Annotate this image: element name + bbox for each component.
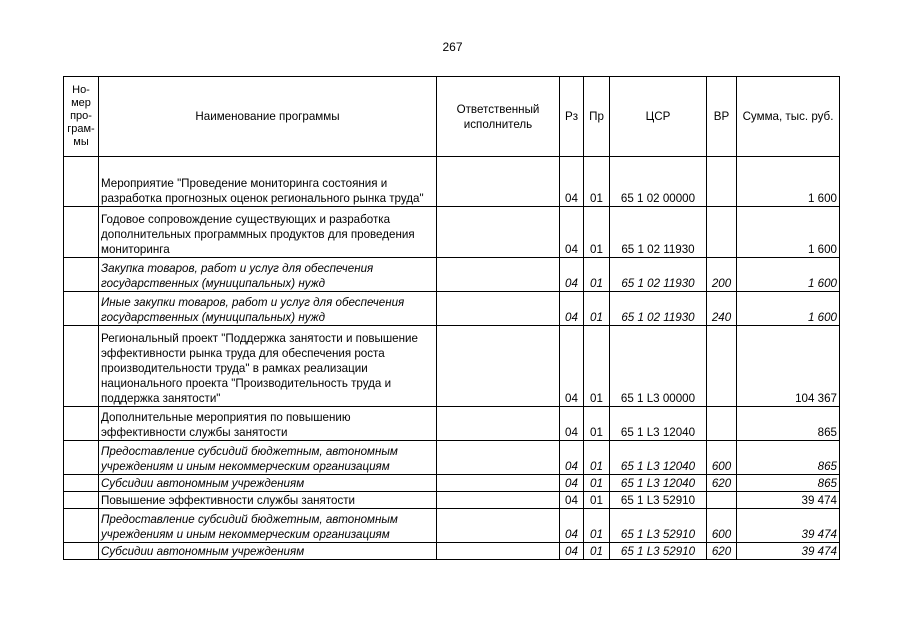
cell-sum: 39 474: [737, 509, 840, 543]
cell-rz: 04: [560, 157, 584, 207]
table-row: [64, 258, 840, 292]
table-row: [64, 475, 840, 492]
cell-rz: 04: [560, 258, 584, 292]
cell-responsible: [437, 157, 560, 207]
cell-responsible: [437, 509, 560, 543]
cell-responsible: [437, 292, 560, 326]
cell-program-name: Иные закупки товаров, работ и услуг для обеспечения государственных (муниципальных) нужд: [99, 292, 437, 326]
cell-number: [64, 407, 99, 441]
cell-pr: 01: [584, 326, 610, 407]
cell-sum: 104 367: [737, 326, 840, 407]
header-csr: ЦСР: [610, 77, 707, 157]
cell-rz: 04: [560, 292, 584, 326]
cell-csr: 65 1 L3 52910: [610, 492, 707, 509]
table-row: [64, 492, 840, 509]
cell-rz: 04: [560, 207, 584, 258]
cell-csr: 65 1 02 11930: [610, 207, 707, 258]
table-row: [64, 157, 840, 207]
cell-number: [64, 157, 99, 207]
cell-number: [64, 441, 99, 475]
header-program-number: Но-мер про-грам-мы: [64, 77, 99, 157]
cell-csr: 65 1 L3 52910: [610, 509, 707, 543]
cell-vr: [707, 207, 737, 258]
cell-program-name: Субсидии автономным учреждениям: [99, 475, 437, 492]
cell-sum: 39 474: [737, 543, 840, 560]
cell-rz: 04: [560, 326, 584, 407]
table-body: [64, 157, 840, 560]
cell-sum: 1 600: [737, 292, 840, 326]
cell-number: [64, 475, 99, 492]
cell-pr: 01: [584, 475, 610, 492]
cell-rz: 04: [560, 492, 584, 509]
page-number: 267: [442, 40, 463, 54]
cell-vr: 200: [707, 258, 737, 292]
cell-responsible: [437, 207, 560, 258]
cell-csr: 65 1 L3 00000: [610, 326, 707, 407]
cell-responsible: [437, 475, 560, 492]
cell-program-name: Региональный проект "Поддержка занятости и повышение эффективности рынка труда для обеспечения роста производительности труда" в рамках реализации национального проекта "Производительность труда и поддержка занятости": [99, 326, 437, 407]
cell-csr: 65 1 02 11930: [610, 258, 707, 292]
cell-sum: 865: [737, 407, 840, 441]
cell-sum: 865: [737, 441, 840, 475]
cell-number: [64, 543, 99, 560]
cell-number: [64, 292, 99, 326]
cell-csr: 65 1 L3 52910: [610, 543, 707, 560]
table-row: [64, 207, 840, 258]
cell-csr: 65 1 L3 12040: [610, 407, 707, 441]
cell-rz: 04: [560, 407, 584, 441]
header-vr: ВР: [707, 77, 737, 157]
cell-vr: 620: [707, 475, 737, 492]
cell-responsible: [437, 326, 560, 407]
cell-program-name: Повышение эффективности службы занятости: [99, 492, 437, 509]
cell-vr: [707, 157, 737, 207]
cell-vr: 620: [707, 543, 737, 560]
cell-number: [64, 509, 99, 543]
cell-rz: 04: [560, 543, 584, 560]
cell-pr: 01: [584, 292, 610, 326]
cell-vr: [707, 326, 737, 407]
cell-pr: 01: [584, 258, 610, 292]
cell-pr: 01: [584, 543, 610, 560]
table-row: [64, 407, 840, 441]
cell-rz: 04: [560, 475, 584, 492]
cell-csr: 65 1 L3 12040: [610, 475, 707, 492]
cell-number: [64, 326, 99, 407]
cell-program-name: Предоставление субсидий бюджетным, автономным учреждениям и иным некоммерческим организациям: [99, 509, 437, 543]
cell-pr: 01: [584, 157, 610, 207]
header-rz: Рз: [560, 77, 584, 157]
header-responsible: Ответственный исполнитель: [437, 77, 560, 157]
table-row: [64, 509, 840, 543]
cell-csr: 65 1 02 00000: [610, 157, 707, 207]
cell-program-name: Субсидии автономным учреждениям: [99, 543, 437, 560]
cell-sum: 1 600: [737, 207, 840, 258]
cell-vr: 600: [707, 509, 737, 543]
cell-csr: 65 1 L3 12040: [610, 441, 707, 475]
cell-sum: 1 600: [737, 157, 840, 207]
table-row: [64, 292, 840, 326]
table-header-row: [64, 77, 840, 157]
header-pr: Пр: [584, 77, 610, 157]
cell-program-name: Дополнительные мероприятия по повышению эффективности службы занятости: [99, 407, 437, 441]
cell-rz: 04: [560, 441, 584, 475]
cell-program-name: Предоставление субсидий бюджетным, автономным учреждениям и иным некоммерческим организациям: [99, 441, 437, 475]
budget-table: [63, 76, 840, 560]
cell-sum: 39 474: [737, 492, 840, 509]
cell-sum: 1 600: [737, 258, 840, 292]
cell-rz: 04: [560, 509, 584, 543]
cell-program-name: Мероприятие "Проведение мониторинга состояния и разработка прогнозных оценок регионального рынка труда": [99, 157, 437, 207]
cell-sum: 865: [737, 475, 840, 492]
table-row: [64, 543, 840, 560]
cell-responsible: [437, 441, 560, 475]
cell-responsible: [437, 543, 560, 560]
table-row: [64, 441, 840, 475]
cell-pr: 01: [584, 207, 610, 258]
cell-number: [64, 492, 99, 509]
cell-vr: [707, 492, 737, 509]
cell-vr: 240: [707, 292, 737, 326]
cell-program-name: Годовое сопровождение существующих и разработка дополнительных программных продуктов для проведения мониторинга: [99, 207, 437, 258]
cell-number: [64, 207, 99, 258]
cell-responsible: [437, 492, 560, 509]
header-program-name: Наименование программы: [99, 77, 437, 157]
cell-csr: 65 1 02 11930: [610, 292, 707, 326]
header-sum: Сумма, тыс. руб.: [737, 77, 840, 157]
cell-number: [64, 258, 99, 292]
cell-pr: 01: [584, 509, 610, 543]
cell-vr: [707, 407, 737, 441]
cell-responsible: [437, 258, 560, 292]
cell-vr: 600: [707, 441, 737, 475]
cell-responsible: [437, 407, 560, 441]
cell-pr: 01: [584, 492, 610, 509]
cell-pr: 01: [584, 441, 610, 475]
cell-program-name: Закупка товаров, работ и услуг для обеспечения государственных (муниципальных) нужд: [99, 258, 437, 292]
cell-pr: 01: [584, 407, 610, 441]
table-row: [64, 326, 840, 407]
